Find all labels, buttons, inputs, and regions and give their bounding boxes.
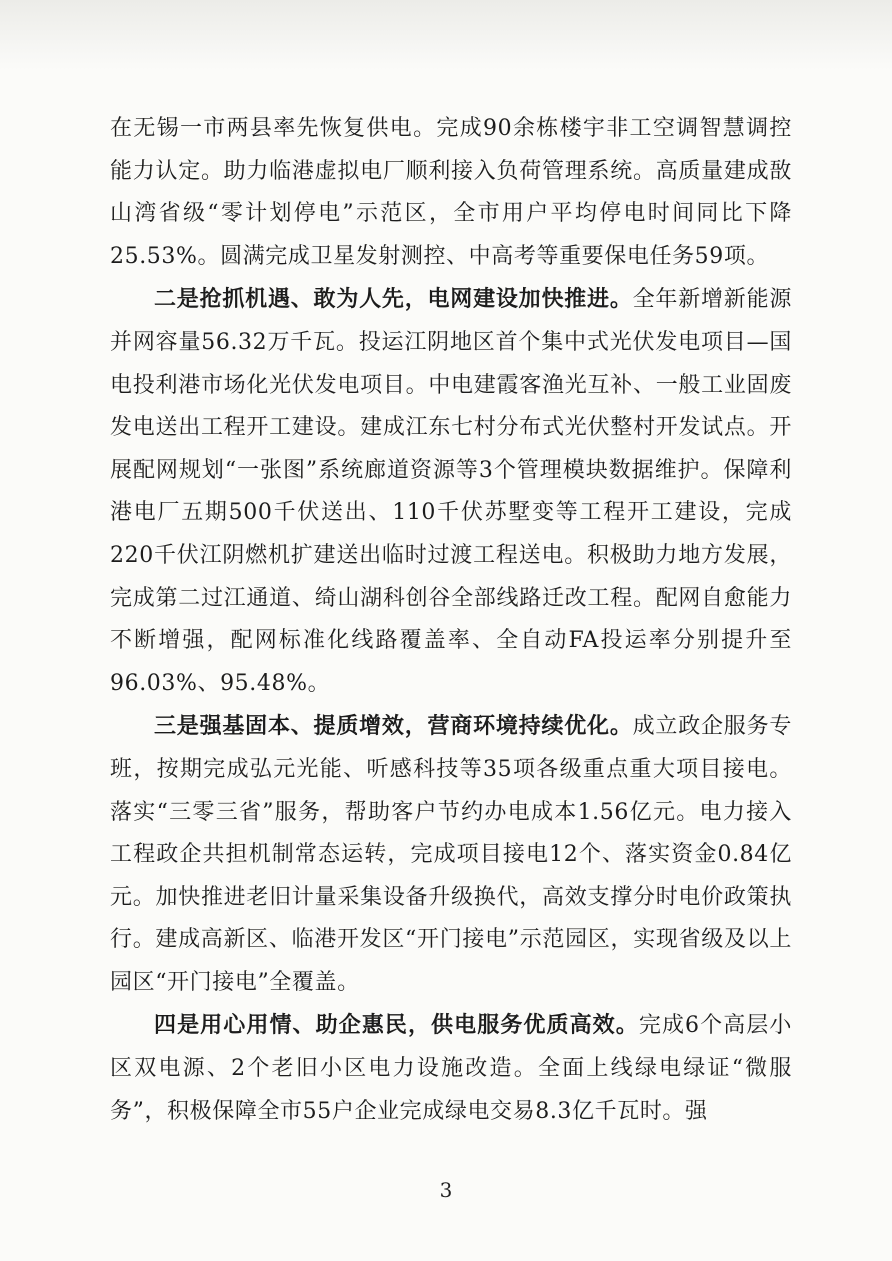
paragraph-lead: 三是强基固本、提质增效，营商环境持续优化。 <box>154 713 633 740</box>
paragraph-lead: 四是用心用情、助企惠民，供电服务优质高效。 <box>154 1012 639 1039</box>
paragraph-text: 成立政企服务专班，按期完成弘元光能、听感科技等35项各级重点重大项目接电。落实“三零三省”服务，帮助客户节约办电成本1.56亿元。电力接入工程政企共担机制常态运转，完成项目接电12个、落实资金0.84亿元。加快推进老旧计量采集设备升级换代，高效支撑分时电价政策执行。建成高新区、临港开发区“开门接电”示范园区，实现省级及以上园区“开门接电”全覆盖。 <box>110 714 792 995</box>
paragraph-text: 在无锡一市两县率先恢复供电。完成90余栋楼宇非工空调智慧调控能力认定。助力临港虚拟电厂顺利接入负荷管理系统。高质量建成敔山湾省级“零计划停电”示范区，全市用户平均停电时间同比下降25.53%。圆满完成卫星发射测控、中高考等重要保电任务59项。 <box>110 116 792 269</box>
paragraph-power-service <box>110 1004 792 1133</box>
paragraph-text: 完成6个高层小区双电源、2个老旧小区电力设施改造。全面上线绿电绿证“微服务”，积极保障全市55户企业完成绿电交易8.3亿千瓦时。强 <box>110 1013 792 1124</box>
page-number: 3 <box>439 1178 453 1202</box>
paragraph-business-environment <box>110 705 792 1004</box>
paragraph-grid-construction <box>110 278 792 705</box>
scan-shadow <box>0 0 892 70</box>
paragraph-continuation <box>110 108 792 278</box>
paragraph-lead: 二是抢抓机遇、敢为人先，电网建设加快推进。 <box>154 286 633 313</box>
paragraph-text: 全年新增新能源并网容量56.32万千瓦。投运江阴地区首个集中式光伏发电项目—国电投利港市场化光伏发电项目。中电建霞客渔光互补、一般工业固废发电送出工程开工建设。建成江东七村分布式光伏整村开发试点。开展配网规划“一张图”系统廊道资源等3个管理模块数据维护。保障利港电厂五期500千伏送出、110千伏苏墅变等工程开工建设，完成220千伏江阴燃机扩建送出临时过渡工程送电。积极助力地方发展，完成第二过江通道、绮山湖科创谷全部线路迁改工程。配网自愈能力不断增强，配网标准化线路覆盖率、全自动FA投运率分别提升至96.03%、95.48%。 <box>110 287 792 696</box>
body-text <box>110 108 792 1133</box>
